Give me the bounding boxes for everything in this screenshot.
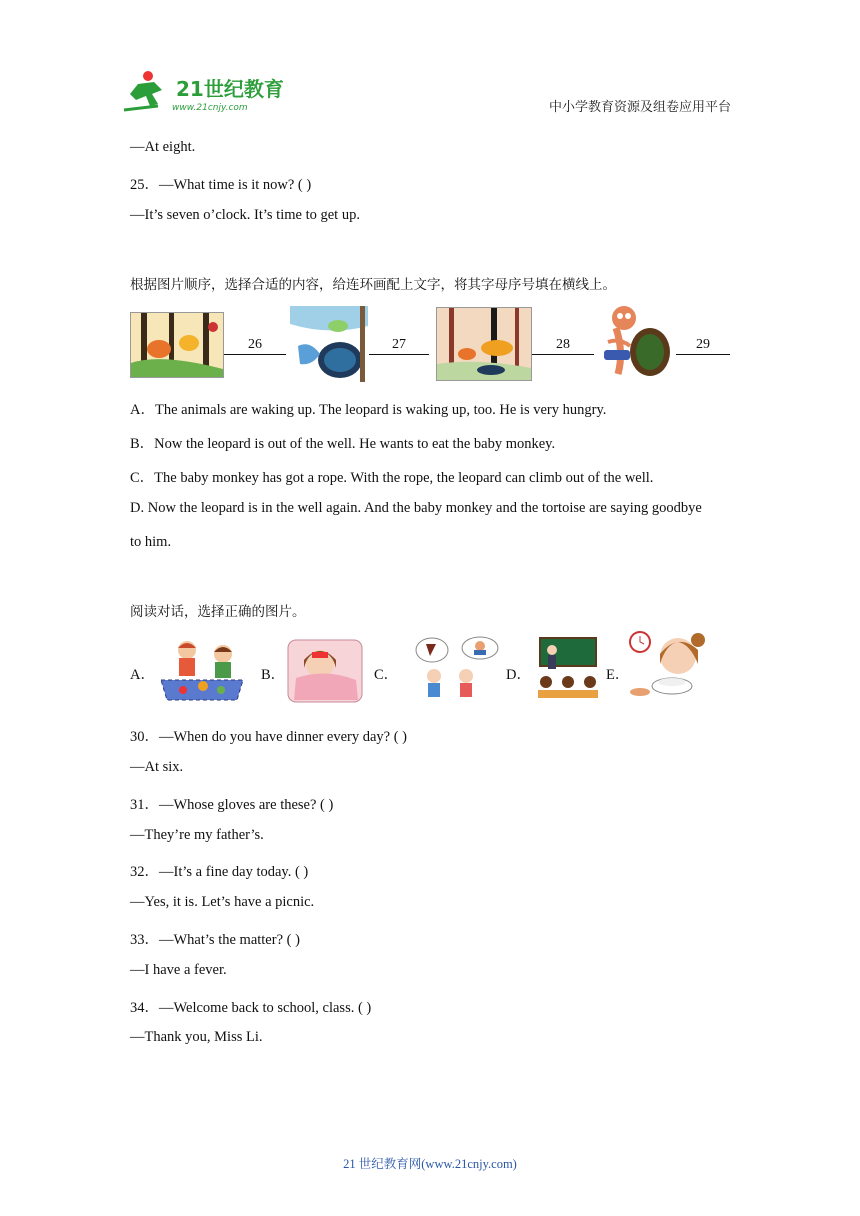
option-b: B．Now the leopard is out of the well. He wants to eat the baby monkey. xyxy=(130,436,556,452)
page-footer: 21 世纪教育网(www.21cnjy.com) xyxy=(343,1157,517,1171)
comic-picture-3 xyxy=(436,307,532,381)
picnic-picture xyxy=(157,636,247,704)
picture-label-a: A． xyxy=(130,667,155,683)
blank-29[interactable]: 29 xyxy=(676,336,730,355)
option-d: D. Now the leopard is in the well again. And the baby monkey and the tortoise are saying goodbye xyxy=(130,500,702,516)
blank-28[interactable]: 28 xyxy=(532,336,594,355)
question-25: 25．—What time is it now? ( ) xyxy=(130,177,312,193)
blank-27[interactable]: 27 xyxy=(369,336,429,355)
answer-line: —At six. xyxy=(130,759,184,775)
logo xyxy=(118,66,298,116)
answer-line: —They’re my father’s. xyxy=(130,827,264,843)
logo-url: www.21cnjy.com xyxy=(172,103,248,113)
picture-label-e: E． xyxy=(606,667,630,683)
picture-label-c: C． xyxy=(374,667,399,683)
option-d-continued: to him. xyxy=(130,534,172,550)
gloves-picture xyxy=(408,636,500,704)
dinner-picture xyxy=(626,628,710,704)
answer-line: —I have a fever. xyxy=(130,962,227,978)
section-instruction: 根据图片顺序，选择合适的内容，给连环画配上文字，将其字母序号填在横线上。 xyxy=(130,277,616,293)
logo-text: 21世纪教育 xyxy=(176,77,284,101)
picture-label-d: D． xyxy=(506,667,531,683)
option-c: C．The baby monkey has got a rope. With the rope, the leopard can climb out of the well. xyxy=(130,470,654,486)
platform-title: 中小学教育资源及组卷应用平台 xyxy=(548,100,731,115)
answer-line: —Yes, it is. Let’s have a picnic. xyxy=(130,894,315,910)
sick-in-bed-picture xyxy=(286,638,364,704)
answer-line: —At eight. xyxy=(130,139,196,155)
comic-picture-1 xyxy=(130,312,224,378)
answer-line: —It’s seven o’clock. It’s time to get up. xyxy=(130,207,360,223)
blank-26[interactable]: 26 xyxy=(224,336,286,355)
comic-picture-2 xyxy=(290,306,368,382)
question-33: 33．—What’s the matter? ( ) xyxy=(130,932,300,948)
question-30: 30．—When do you have dinner every day? ( ) xyxy=(130,729,408,745)
question-31: 31．—Whose gloves are these? ( ) xyxy=(130,797,334,813)
classroom-picture xyxy=(530,636,606,704)
option-a: A．The animals are waking up. The leopard is waking up, too. He is very hungry. xyxy=(130,402,607,418)
section-instruction: 阅读对话，选择正确的图片。 xyxy=(130,604,306,620)
answer-line: —Thank you, Miss Li. xyxy=(130,1029,263,1045)
picture-label-b: B． xyxy=(261,667,286,683)
page-header xyxy=(118,66,733,116)
question-32: 32．—It’s a fine day today. ( ) xyxy=(130,864,309,880)
comic-picture-4 xyxy=(600,302,674,382)
question-34: 34．—Welcome back to school, class. ( ) xyxy=(130,1000,372,1016)
